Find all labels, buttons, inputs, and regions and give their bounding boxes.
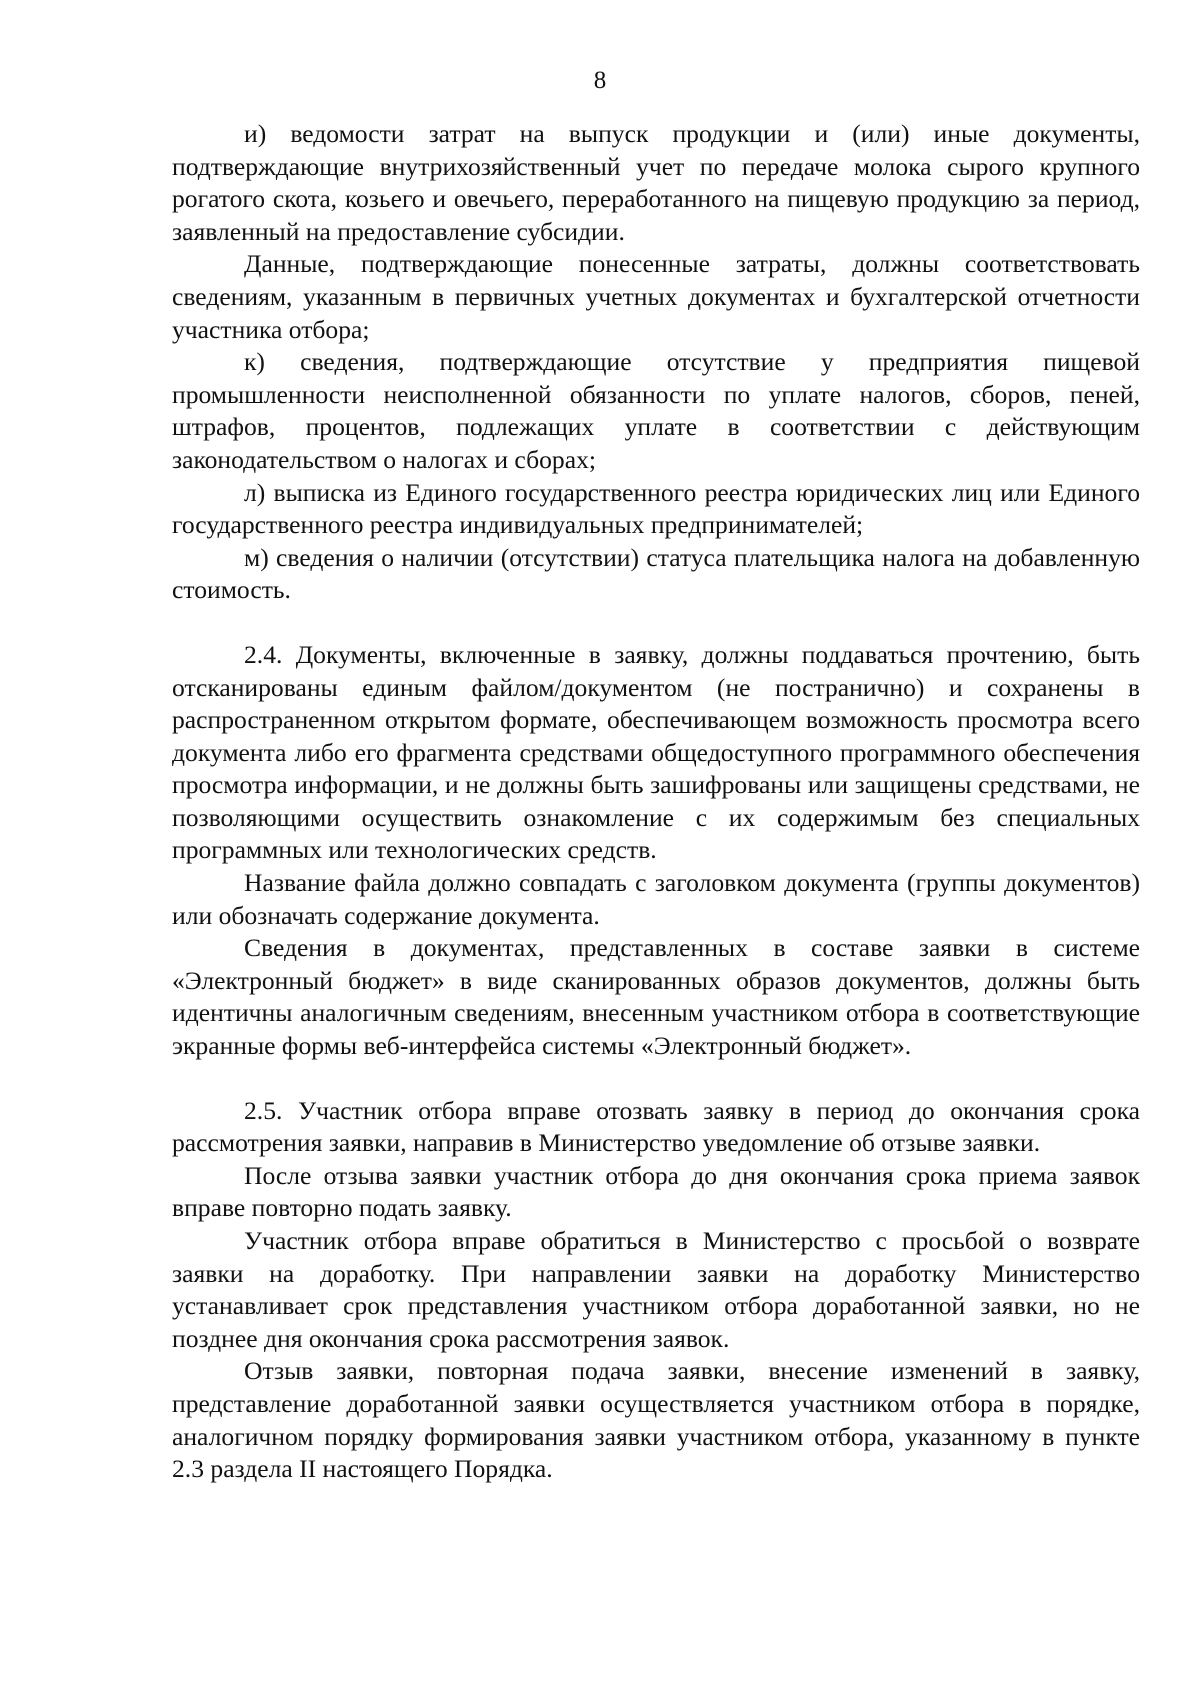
paragraph-costs-data: Данные, подтверждающие понесенные затраты, должны соответствовать сведениям, указанным в первичных учетных документах и бухгалтерской отчетности участника отбора; <box>172 249 1140 344</box>
paragraph-section-2-5: 2.5. Участник отбора вправе отозвать заявку в период до окончания срока рассмотрения заявки, направив в Министерство уведомление об отзыве заявки. <box>172 1095 1140 1158</box>
paragraph-withdrawal-procedure: Отзыв заявки, повторная подача заявки, внесение изменений в заявку, представление доработанной заявки осуществляется участником отбора в порядке, аналогичном порядку формирования заявки участником отбора, указанному в пункте 2.3 раздела II настоящего Порядка. <box>172 1356 1140 1484</box>
paragraph-electronic-budget: Сведения в документах, представленных в составе заявки в системе «Электронный бюджет» в виде сканированных образов документов, должны быть идентичны аналогичным сведениям, внесенным участником отбора в соответствующие экранные формы веб-интерфейса системы «Электронный бюджет». <box>172 933 1140 1061</box>
paragraph-item-i: и) ведомости затрат на выпуск продукции и (или) иные документы, подтверждающие внутрихозяйственный учет по передаче молока сырого крупного рогатого скота, козьего и овечьего, переработанного на пищевую продукцию за период, заявленный на предоставление субсидии. <box>172 119 1140 246</box>
paragraph-file-name: Название файла должно совпадать с заголовком документа (группы документов) или обозначать содержание документа. <box>172 868 1140 930</box>
document-body <box>172 118 1140 1486</box>
page-number: 8 <box>593 67 607 94</box>
paragraph-section-2-4: 2.4. Документы, включенные в заявку, должны поддаваться прочтению, быть отсканированы единым файлом/документом (не постранично) и сохранены в распространенном открытом формате, обеспечивающем возможность просмотра всего документа либо его фрагмента средствами общедоступного программного обеспечения просмотра информации, и не должны быть зашифрованы или защищены средствами, не позволяющими осуществить ознакомление с их содержимым без специальных программных или технологических средств. <box>172 639 1140 865</box>
paragraph-return-for-revision: Участник отбора вправе обратиться в Министерство с просьбой о возврате заявки на доработку. При направлении заявки на доработку Министерство устанавливает срок представления участником отбора доработанной заявки, но не позднее дня окончания срока рассмотрения заявок. <box>172 1226 1140 1353</box>
paragraph-after-withdrawal: После отзыва заявки участник отбора до дня окончания срока приема заявок вправе повторно подать заявку. <box>172 1160 1140 1223</box>
paragraph-item-l: л) выписка из Единого государственного реестра юридических лиц или Единого государственного реестра индивидуальных предпринимателей; <box>172 477 1140 540</box>
paragraph-item-m: м) сведения о наличии (отсутствии) статуса плательщика налога на добавленную стоимость. <box>172 542 1140 605</box>
paragraph-item-k: к) сведения, подтверждающие отсутствие у предприятия пищевой промышленности неисполненной обязанности по уплате налогов, сборов, пеней, штрафов, процентов, подлежащих уплате в соответствии с действующим законодательством о налогах и сборах; <box>172 347 1140 474</box>
